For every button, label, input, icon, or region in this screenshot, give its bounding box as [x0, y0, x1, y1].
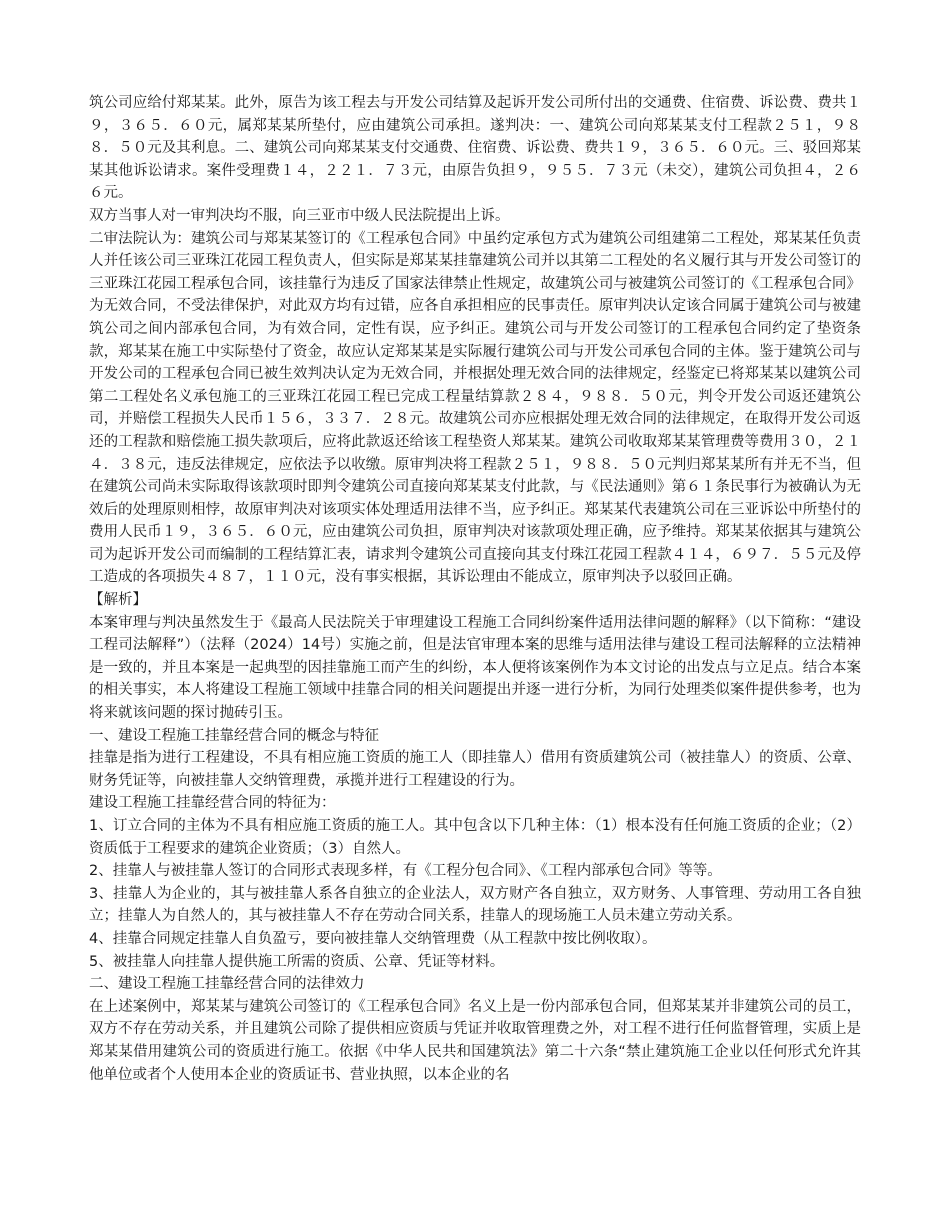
- document-body: [89, 92, 861, 1086]
- list-item-feature-3: 3、挂靠人为企业的，其与被挂靠人系各自独立的企业法人，双方财产各自独立，双方财务、人事管理、劳动用工各自独立；挂靠人为自然人的，其与被挂靠人不存在劳动合同关系，挂靠人的现场施工人员未建立劳动关系。: [89, 885, 861, 925]
- section-heading-analysis: 【解析】: [89, 592, 147, 609]
- list-item-feature-1: 1、订立合同的主体为不具有相应施工资质的施工人。其中包含以下几种主体：（1）根本没有任何施工资质的企业；（2）资质低于工程要求的建筑企业资质；（3）自然人。: [89, 818, 861, 857]
- list-item-feature-4: 4、挂靠合同规定挂靠人自负盈亏，要向被挂靠人交纳管理费（从工程款中按比例收取）。: [89, 930, 657, 947]
- paragraph-analysis-intro: 本案审理与判决虽然发生于《最高人民法院关于审理建设工程施工合同纠纷案件适用法律问题的解释》（以下简称：“建设工程司法解释”）（法释（2024）14号）实施之前，但是法官审理本案的思维与适用法律与建设工程司法解释的立法精神是一致的，并且本案是一起典型的因挂靠施工而产生的纠纷，本人便将该案例作为本文讨论的出发点与立足点。结合本案的相关事实，本人将建设工程施工领域中挂靠合同的相关问题提出并逐一进行分析，为同行处理类似案件提供参考，也为将来就该问题的探讨抛砖引玉。: [89, 614, 861, 722]
- paragraph-features-intro: 建设工程施工挂靠经营合同的特征为：: [89, 795, 336, 812]
- list-item-feature-2: 2、挂靠人与被挂靠人签订的合同形式表现多样，有《工程分包合同》、《工程内部承包合同》等等。: [89, 863, 722, 880]
- section-heading-legal-effect: 二、建设工程施工挂靠经营合同的法律效力: [89, 976, 365, 993]
- paragraph-first-instance-judgment: 筑公司应给付郑某某。此外，原告为该工程去与开发公司结算及起诉开发公司所付出的交通费、住宿费、诉讼费、费共１９，３６５．６０元，属郑某某所垫付，应由建筑公司承担。遂判决：一、建筑公司向郑某某支付工程款２５１，９８８．５０元及其利息。二、建筑公司向郑某某支付交通费、住宿费、诉讼费、费共１９，３６５．６０元。三、驳回郑某某其他诉讼请求。案件受理费１４，２２１．７３元，由原告负担９，９５５．７３元（未交），建筑公司负担４，２６６元。: [89, 95, 861, 202]
- paragraph-legal-effect: 在上述案例中，郑某某与建筑公司签订的《工程承包合同》名义上是一份内部承包合同，但郑某某并非建筑公司的员工，双方不存在劳动关系，并且建筑公司除了提供相应资质与凭证并收取管理费之外，对工程不进行任何监督管理，实质上是郑某某借用建筑公司的资质进行施工。依据《中华人民共和国建筑法》第二十六条“禁止建筑施工企业以任何形式允许其他单位或者个人使用本企业的资质证书、营业执照，以本企业的名: [89, 998, 861, 1083]
- paragraph-definition: 挂靠是指为进行工程建设，不具有相应施工资质的施工人（即挂靠人）借用有资质建筑公司（被挂靠人）的资质、公章、财务凭证等，向被挂靠人交纳管理费，承揽并进行工程建设的行为。: [89, 750, 861, 789]
- paragraph-appeal: 双方当事人对一审判决均不服，向三亚市中级人民法院提出上诉。: [89, 207, 510, 224]
- section-heading-concept: 一、建设工程施工挂靠经营合同的概念与特征: [89, 727, 379, 744]
- list-item-feature-5: 5、被挂靠人向挂靠人提供施工所需的资质、公章、凭证等材料。: [89, 953, 505, 970]
- paragraph-second-instance-opinion: 二审法院认为：建筑公司与郑某某签订的《工程承包合同》中虽约定承包方式为建筑公司组建第二工程处，郑某某任负责人并任该公司三亚珠江花园工程负责人，但实际是郑某某挂靠建筑公司并以其第二工程处的名义履行其与开发公司签订的三亚珠江花园工程承包合同，该挂靠行为违反了国家法律禁止性规定，故建筑公司与被建筑公司签订的《工程承包合同》为无效合同，不受法律保护，对此双方均有过错，应各自承担相应的民事责任。原审判决认定该合同属于建筑公司与被建筑公司之间内部承包合同，为有效合同，定性有误，应予纠正。建筑公司与开发公司签订的工程承包合同约定了垫资条款，郑某某在施工中实际垫付了资金，故应认定郑某某是实际履行建筑公司与开发公司承包合同的主体。鉴于建筑公司与开发公司的工程承包合同已被生效判决认定为无效合同，并根据处理无效合同的法律规定，经鉴定已将郑某某以建筑公司第二工程处名义承包施工的三亚珠江花园工程已完成工程量结算款２８４，９８８．５０元，判令开发公司返还建筑公司，并赔偿工程损失人民币１５６，３３７．２８元。故建筑公司亦应根据处理无效合同的法律规定，在取得开发公司返还的工程款和赔偿施工损失款项后，应将此款返还给该工程垫资人郑某某。建筑公司收取郑某某管理费等费用３０，２１４．３８元，违反法律规定，应依法予以收缴。原审判决将工程款２５１，９８８．５０元判归郑某某所有并无不当，但在建筑公司尚未实际取得该款项时即判令建筑公司直接向郑某某支付此款，与《民法通则》第６１条民事行为被确认为无效后的处理原则相悖，故原审判决对该项实体处理适用法律不当，应予纠正。郑某某代表建筑公司在三亚诉讼中所垫付的费用人民币１９，３６５．６０元，应由建筑公司负担，原审判决对该款项处理正确，应予维持。郑某某依据其与建筑公司为起诉开发公司而编制的工程结算汇表，请求判令建筑公司直接向其支付珠江花园工程款４１４，６９７．５５元及停工造成的各项损失４８７，１１０元，没有事实根据，其诉讼理由不能成立，原审判决予以驳回正确。: [89, 230, 861, 586]
